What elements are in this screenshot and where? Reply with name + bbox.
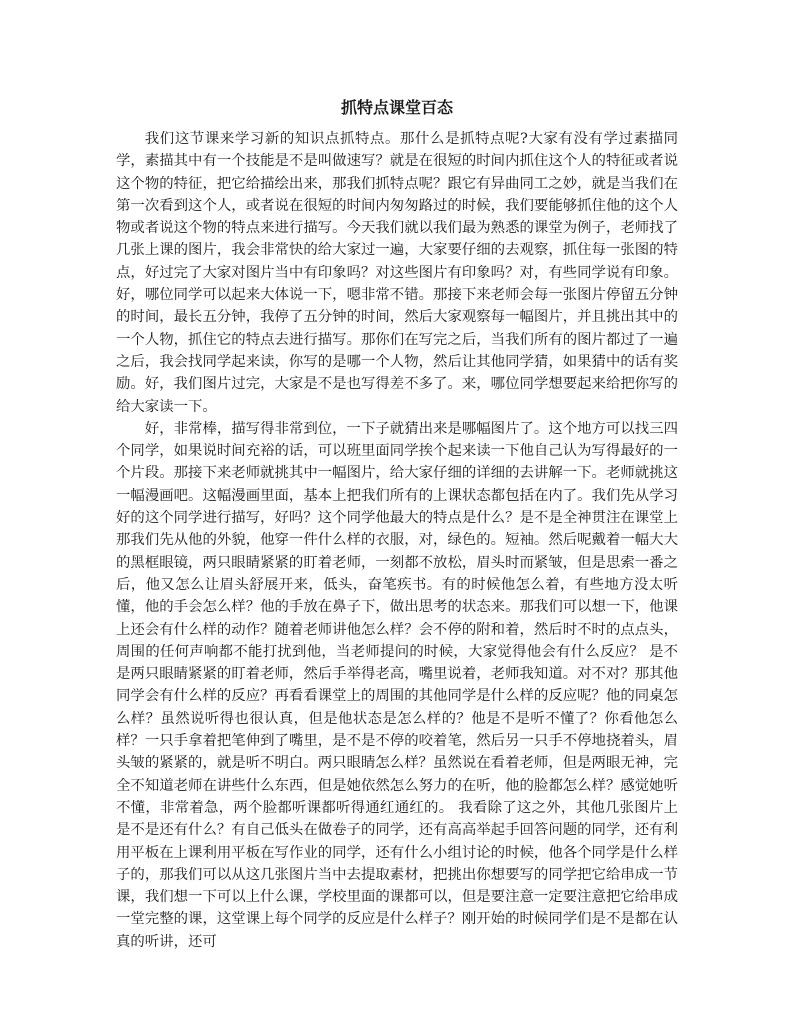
paragraph: 我们这节课来学习新的知识点抓特点。那什么是抓特点呢?大家有没有学过素描同学，素描其中有一个技能是不是叫做速写？就是在很短的时间内抓住这个人的特征或者说这个物的特征，把它给描绘出来，那我们抓特点呢？跟它有异曲同工之妙，就是当我们在第一次看到这个人，或者说在很短的时间内匆匆路过的时候，我们要能够抓住他的这个人物或者说这个物的特点来进行描写。今天我们就以我们最为熟悉的课堂为例子，老师找了几张上课的图片，我会非常快的给大家过一遍，大家要仔细的去观察，抓住每一张图的特点，好过完了大家对图片当中有印象吗？对这些图片有印象吗？对，有些同学说有印象。好，哪位同学可以起来大体说一下，嗯非常不错。那接下来老师会每一张图片停留五分钟的时间，最长五分钟，我停了五分钟的时间，然后大家观察每一幅图片，并且挑出其中的一个人物，抓住它的特点去进行描写。那你们在写完之后，当我们所有的图片都过了一遍之后，我会找同学起来读，你写的是哪一个人物，然后让其他同学猜，如果猜中的话有奖励。好，我们图片过完，大家是不是也写得差不多了。来，哪位同学想要起来给把你写的给大家读一下。 [116, 131, 678, 415]
document-page [116, 0, 678, 1028]
document-body [116, 128, 678, 953]
paragraph: 好，非常棒，描写得非常到位，一下子就猜出来是哪幅图片了。这个地方可以找三四个同学，如果说时间充裕的话，可以班里面同学挨个起来读一下他自己认为写得最好的一个片段。那接下来老师就挑其中一幅图片，给大家仔细的详细的去讲解一下。老师就挑这一幅漫画吧。这幅漫画里面，基本上把我们所有的上课状态都包括在内了。我们先从学习好的这个同学进行描写，好吗？这个同学他最大的特点是什么？是不是全神贯注在课堂上那我们先从他的外貌，他穿一件什么样的衣服，对，绿色的。短袖。然后呢戴着一幅大大的黑框眼镜，两只眼睛紧紧的盯着老师，一刻都不放松，眉头时而紧皱，但是思索一番之后，他又怎么让眉头舒展开来，低头，奋笔疾书。有的时候他怎么着，有些地方没太听懂，他的手会怎么样？他的手放在鼻子下，做出思考的状态来。那我们可以想一下，他课上还会有什么样的动作？随着老师讲他怎么样？会不停的附和着，然后时不时的点点头，周围的任何声响都不能打扰到他，当老师提问的时候，大家觉得他会有什么反应？ 是不是两只眼睛紧紧的盯着老师，然后手举得老高，嘴里说着，老师我知道。对不对？那其他同学会有什么样的反应？再看看课堂上的周围的其他同学是什么样的反应呢？他的同桌怎么样？虽然说听得也很认真，但是他状态是怎么样的？他是不是听不懂了？你看他怎么样？一只手拿着把笔伸到了嘴里，是不是不停的咬着笔，然后另一只手不停地挠着头，眉头皱的紧紧的，就是听不明白。两只眼睛怎么样？虽然说在看着老师，但是两眼无神，完全不知道老师在讲些什么东西，但是她依然怎么努力的在听，他的脸都怎么样？感觉她听不懂，非常着急，两个脸都听课都听得通红通红的。 我看除了这之外，其他几张图片上是不是还有什么？有自己低头在做卷子的同学，还有高高举起手回答问题的同学，还有利用平板在上课利用平板在写作业的同学，还有什么小组讨论的时候，他各个同学是什么样子的，那我们可以从这几张图片当中去提取素材，把挑出你想要写的同学把它给串成一节课，我们想一下可以上什么课，学校里面的课都可以，但是要注意一定要注意把它给串成一堂完整的课，这堂课上每个同学的反应是什么样子？刚开始的时候同学们是不是都在认真的听讲，还可 [116, 420, 678, 950]
document-title: 抓特点课堂百态 [340, 98, 453, 117]
